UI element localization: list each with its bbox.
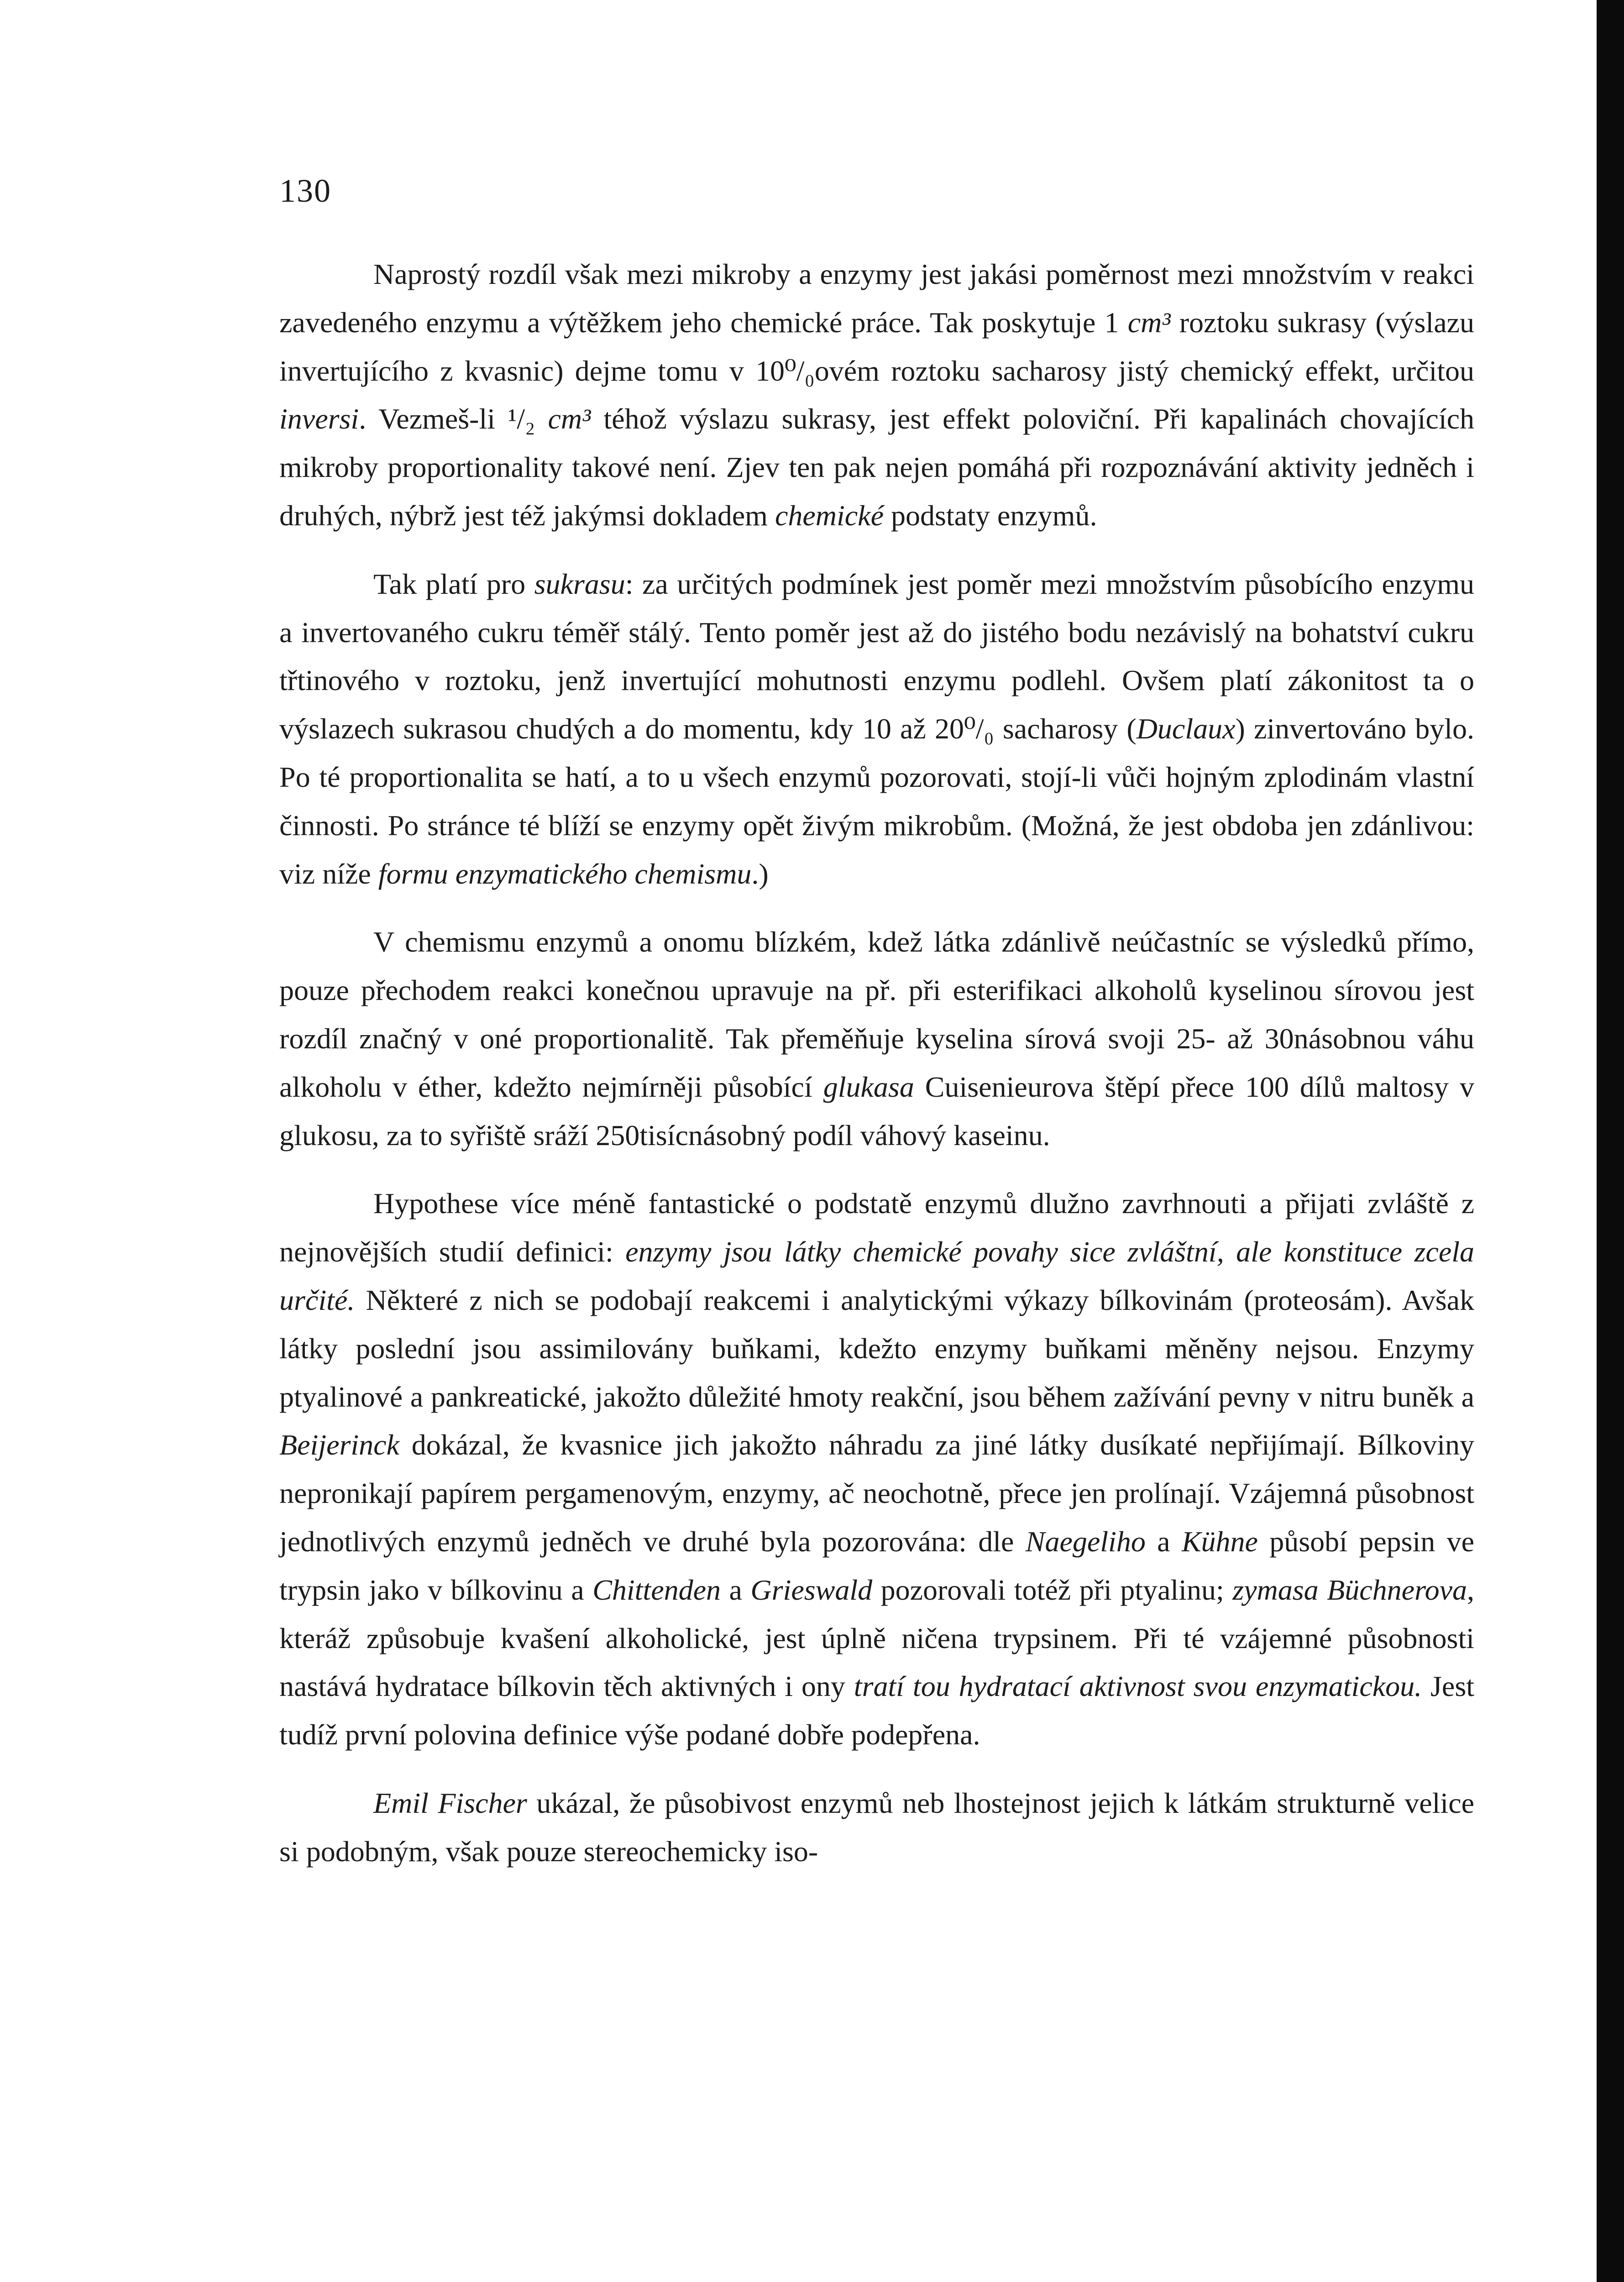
text-run: a — [721, 1573, 751, 1606]
text-run-italic: enzymy jsou látky chemické povahy sice zvláštní, ale konstituce zcela určité. — [279, 1235, 1474, 1316]
text-run: podstaty enzymů. — [883, 499, 1097, 532]
page-edge-shadow — [1597, 0, 1624, 2282]
text-run: Cuisenieurova štěpí přece 100 dílů maltosy v glukosu, za to syřiště sráží 250tisícnásobný podíl váhový kaseinu. — [279, 1070, 1475, 1151]
body-text — [279, 250, 1474, 1876]
text-run: Hypothese více méně fantastické o podstatě enzymů dlužno zavrhnouti a přijati zvláště z nejnovějších studií definici: — [279, 1187, 1474, 1268]
paragraph-1 — [279, 250, 1474, 540]
text-run-italic: Duclaux — [1136, 712, 1236, 745]
text-run: a — [1145, 1525, 1182, 1558]
text-run: : za určitých podmínek jest poměr mezi množstvím působícího enzymu a invertovaného cukru téměř stálý. Tento poměr jest až do jistého bodu nezávislý na bohatství cukru třtinového v roztoku, jenž invertující mohutnosti enzymu podlehl. Ovšem platí zákonitost ta o výslazech sukrasou chudých a do momentu, kdy 10 až 20⁰/₀ sacharosy ( — [279, 567, 1474, 745]
text-run: . Vezmeš-li ¹/₂ — [359, 403, 548, 435]
text-run: ) zinvertováno bylo. Po té proportionalita se hatí, a to u všech enzymů pozorovati, stojí-li vůči hojným zplodinám vlastní činnosti. Po stránce té blíží se enzymy opět živým mikrobům. (Možná, že jest obdoba jen zdánlivou: viz níže — [279, 712, 1475, 890]
text-run-italic: zymasa Büchnerova — [1232, 1573, 1467, 1606]
paragraph-4 — [279, 1179, 1474, 1759]
text-run: Některé z nich se podobají reakcemi i analytickými výkazy bílkovinám (proteosám). Avšak látky poslední jsou assimilovány buňkami, kdežto enzymy buňkami měněny nejsou. Enzymy ptyalinové a pankreatické, jakožto důležité hmoty reakční, jsou během zažívání pevny v nitru buněk a — [279, 1283, 1474, 1413]
text-run-italic: Naegeliho — [1025, 1525, 1146, 1558]
text-run-italic: Grieswald — [750, 1573, 873, 1606]
text-run-italic: Chittenden — [592, 1573, 721, 1606]
text-run-italic: chemické — [775, 499, 884, 532]
text-run: Jest tudíž první polovina definice výše podané dobře podepřena. — [279, 1670, 1475, 1751]
paragraph-3 — [279, 918, 1474, 1159]
text-run-italic: inversi — [279, 403, 359, 435]
text-run: V chemismu enzymů a onomu blízkém, kdež látka zdánlivě neúčastníc se výsledků přímo, pouze přechodem reakci konečnou upravuje na př. při esterifikaci alkoholů kyselinou sírovou jest rozdíl značný v oné proportionalitě. Tak přeměňuje kyselina sírová svoji 25- až 30násobnou váhu alkoholu v éther, kdežto nejmírněji působící — [279, 926, 1474, 1103]
page-number: 130 — [279, 173, 331, 209]
text-run-italic: sukrasu — [534, 567, 625, 600]
text-run-italic: glukasa — [823, 1070, 914, 1103]
text-run: Naprostý rozdíl však mezi mikroby a enzymy jest jakási poměrnost mezi množstvím v reakci zavedeného enzymu a výtěžkem jeho chemické práce. Tak poskytuje 1 — [279, 258, 1474, 339]
text-run: Tak platí pro — [373, 567, 534, 600]
text-run: ukázal, že působivost enzymů neb lhostejnost jejich k látkám strukturně velice si podobným, však pouze stereochemicky iso- — [279, 1786, 1475, 1868]
text-run-italic: tratí tou hydratací aktivnost svou enzymatickou. — [854, 1670, 1422, 1703]
text-run-italic: Emil Fischer — [373, 1786, 527, 1819]
text-run-italic: formu enzymatického chemismu — [378, 857, 752, 890]
text-run: , kteráž způsobuje kvašení alkoholické, jest úplně ničena trypsinem. Při té vzájemné působnosti nastává hydratace bílkovin těch aktivných i ony — [279, 1573, 1475, 1703]
text-run-italic: Kühne — [1181, 1525, 1258, 1558]
text-run: téhož výslazu sukrasy, jest effekt poloviční. Při kapalinách chovajících mikroby proportionality takové není. Zjev ten pak nejen pomáhá při rozpoznávání aktivity jedněch i druhých, nýbrž jest též jakýmsi dokladem — [279, 403, 1475, 532]
text-run: .) — [751, 857, 769, 890]
text-run: působí pepsin ve trypsin jako v bílkovinu a — [279, 1525, 1475, 1606]
text-run: pozorovali totéž při ptyalinu; — [872, 1573, 1233, 1606]
text-run-italic: cm³ — [548, 403, 591, 435]
text-run: roztoku sukrasy (výslazu invertujícího z kvasnic) dejme tomu v 10⁰/₀ovém roztoku sacharosy jistý chemický effekt, určitou — [279, 306, 1475, 387]
text-run-italic: cm³ — [1127, 306, 1171, 339]
text-run: dokázal, že kvasnice jich jakožto náhradu za jiné látky dusíkaté nepřijímají. Bílkoviny nepronikají papírem pergamenovým, enzymy, ač neochotně, přece jen prolínají. Vzájemná působnost jednotlivých enzymů jedněch ve druhé byla pozorována: dle — [279, 1429, 1474, 1558]
paragraph-2 — [279, 560, 1474, 898]
paragraph-5 — [279, 1779, 1474, 1876]
text-run-italic: Beijerinck — [279, 1429, 399, 1461]
